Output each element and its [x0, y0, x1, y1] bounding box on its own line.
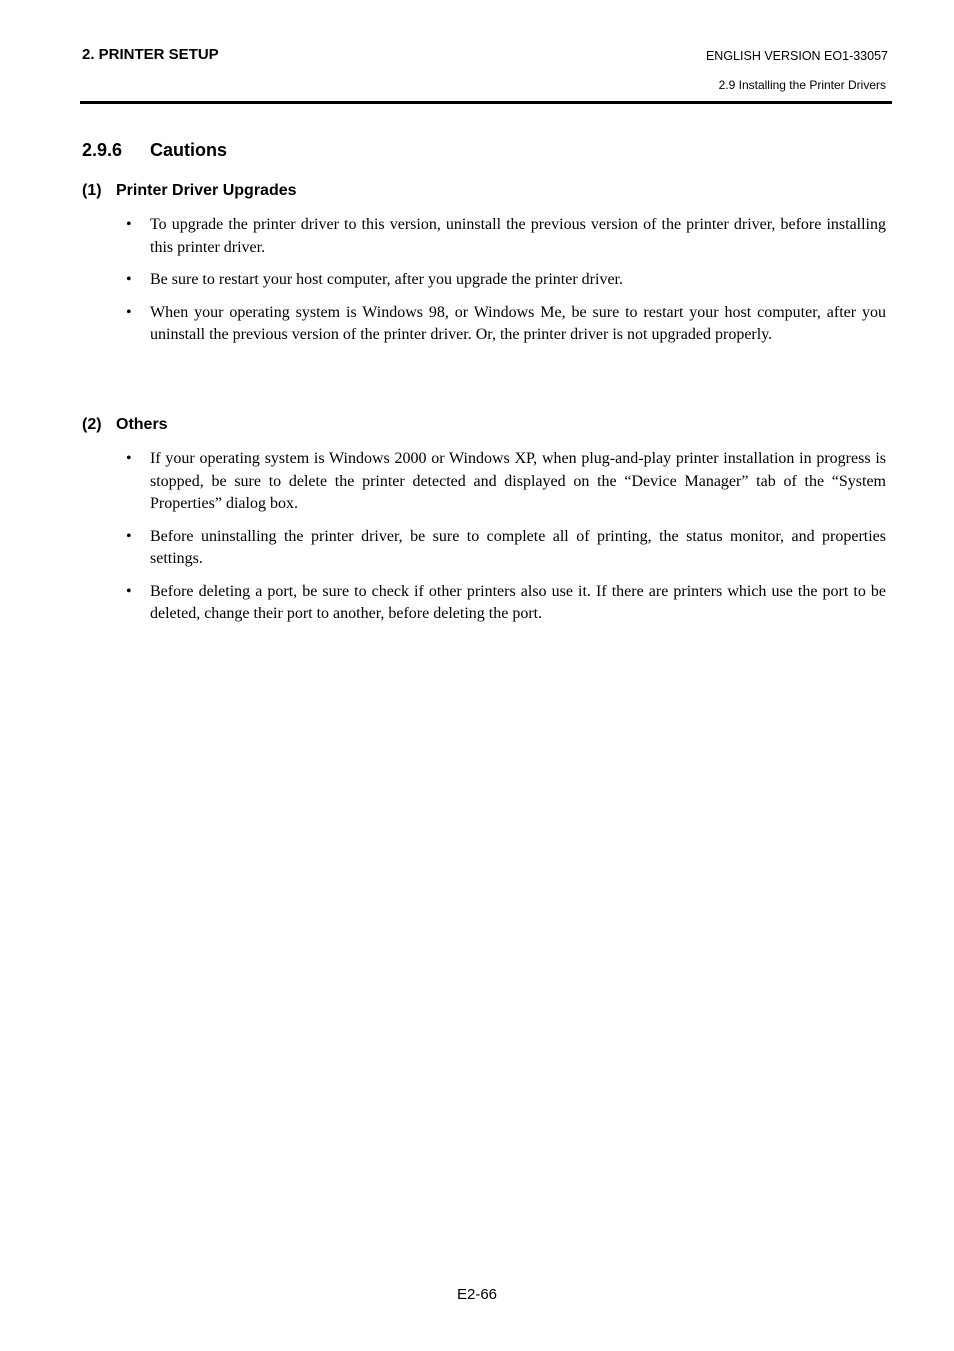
- section-heading: [82, 140, 227, 161]
- bullet-text: Be sure to restart your host computer, after you upgrade the printer driver.: [150, 271, 623, 288]
- list-item: [126, 526, 886, 571]
- subsection-heading-others: [82, 415, 168, 434]
- page-number: E2-66: [456, 1286, 498, 1303]
- section-number: 2.9.6: [82, 140, 123, 160]
- header-section-title: 2.9 Installing the Printer Drivers: [718, 78, 886, 92]
- bullet-icon: •: [126, 527, 132, 545]
- bullet-icon: •: [126, 216, 132, 233]
- bullet-list-printer-driver-upgrades: [126, 214, 886, 357]
- bullet-icon: •: [126, 582, 132, 600]
- bullet-icon: •: [126, 303, 132, 321]
- list-item: [126, 214, 886, 259]
- bullet-text: To upgrade the printer driver to this version, uninstall the previous version of the printer driver, before installing this printer driver.: [150, 216, 886, 256]
- subsection-number: (2): [82, 416, 102, 433]
- bullet-text: Before uninstalling the printer driver, be sure to complete all of printing, the status monitor, and properties settings.: [150, 527, 886, 567]
- bullet-text: If your operating system is Windows 2000 or Windows XP, when plug-and-play printer installation in progress is stopped, be sure to delete the printer detected and displayed on the “Device Manager” tab of the “System Properties” dialog box.: [150, 450, 886, 512]
- subsection-title: Printer Driver Upgrades: [116, 182, 297, 199]
- list-item: [126, 581, 886, 626]
- header-chapter-title: 2. PRINTER SETUP: [82, 46, 219, 63]
- subsection-title: Others: [116, 416, 168, 433]
- bullet-icon: •: [126, 271, 132, 288]
- header-divider: [80, 101, 892, 104]
- section-title: Cautions: [150, 140, 228, 160]
- bullet-icon: •: [126, 450, 132, 467]
- list-item: [126, 302, 886, 347]
- subsection-number: (1): [82, 182, 102, 199]
- subsection-heading-printer-driver-upgrades: [82, 181, 297, 200]
- header-version: ENGLISH VERSION EO1-33057: [705, 49, 888, 63]
- bullet-text: Before deleting a port, be sure to check if other printers also use it. If there are printers which use the port to be deleted, change their port to another, before deleting the port.: [150, 582, 886, 622]
- list-item: [126, 269, 886, 292]
- bullet-text: When your operating system is Windows 98, or Windows Me, be sure to restart your host computer, after you uninstall the previous version of the printer driver. Or, the printer driver is not upgraded properly.: [150, 303, 886, 343]
- bullet-list-others: [126, 448, 886, 636]
- list-item: [126, 448, 886, 516]
